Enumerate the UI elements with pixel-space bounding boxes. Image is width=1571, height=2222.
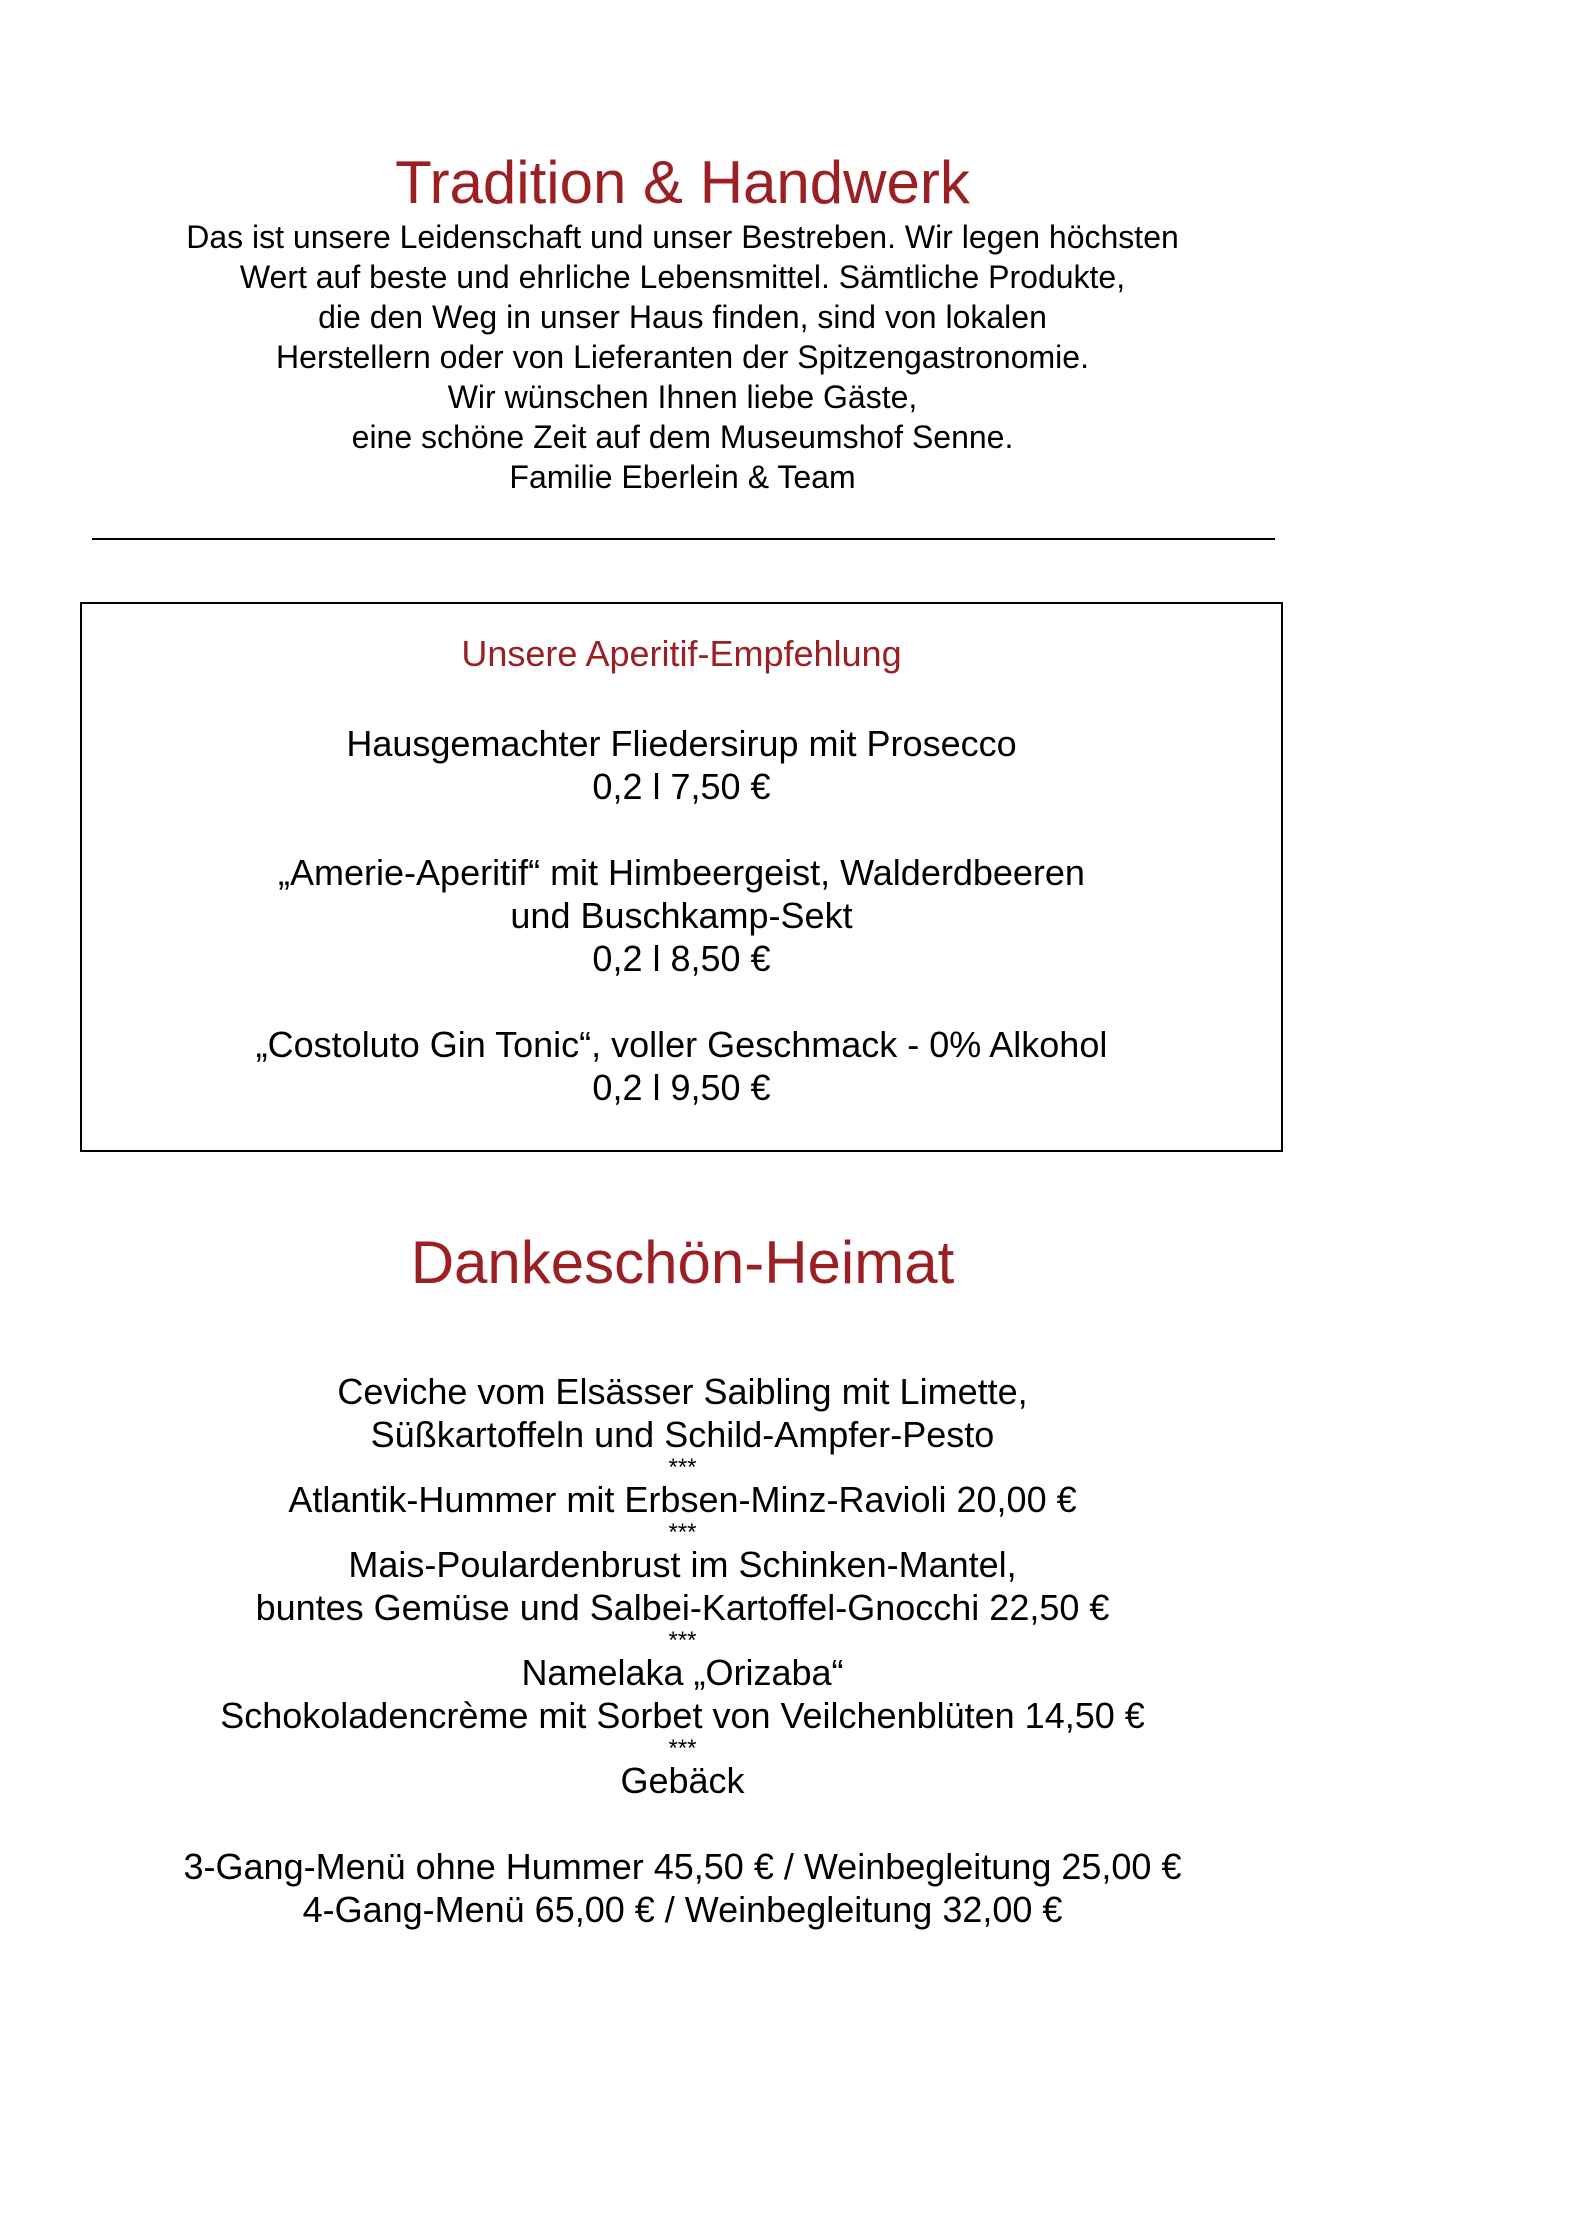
- course-line: Gebäck: [620, 1760, 745, 1801]
- menu-totals: [60, 1845, 1305, 1931]
- aperitif-item-name: „Costoluto Gin Tonic“, voller Geschmack - 0% Alkohol: [255, 1024, 1108, 1065]
- course: [60, 1543, 1305, 1629]
- intro-signature: Familie Eberlein & Team: [509, 459, 856, 495]
- course-separator: ***: [668, 1454, 697, 1481]
- aperitif-item-price: 0,2 l 9,50 €: [592, 1067, 771, 1108]
- aperitif-item-name: Hausgemachter Fliedersirup mit Prosecco: [346, 723, 1017, 764]
- intro-text: [60, 217, 1305, 497]
- course: [60, 1478, 1305, 1521]
- course-line: Schokoladencrème mit Sorbet von Veilchenblüten 14,50 €: [220, 1695, 1145, 1736]
- intro-line: Wir wünschen Ihnen liebe Gäste,: [447, 379, 918, 415]
- aperitif-item-name: und Buschkamp-Sekt: [510, 895, 853, 936]
- intro-line: Das ist unsere Leidenschaft und unser Bestreben. Wir legen höchsten: [186, 219, 1179, 255]
- course-line: Ceviche vom Elsässer Saibling mit Limette,: [337, 1371, 1028, 1412]
- course-line: Mais-Poulardenbrust im Schinken-Mantel,: [348, 1544, 1017, 1585]
- course: [60, 1370, 1305, 1456]
- intro-line: Wert auf beste und ehrliche Lebensmittel. Sämtliche Produkte,: [239, 259, 1126, 295]
- aperitif-item-name: „Amerie-Aperitif“ mit Himbeergeist, Walderdbeeren: [278, 852, 1085, 893]
- menu-price-line: 4-Gang-Menü 65,00 € / Weinbegleitung 32,00 €: [302, 1889, 1063, 1930]
- aperitif-heading: Unsere Aperitif-Empfehlung: [461, 633, 902, 674]
- intro-line: Herstellern oder von Lieferanten der Spitzengastronomie.: [276, 339, 1089, 375]
- course-line: Namelaka „Orizaba“: [521, 1652, 844, 1693]
- header-section: [60, 148, 1305, 218]
- course: [60, 1651, 1305, 1737]
- intro-line: eine schöne Zeit auf dem Museumshof Senne.: [351, 419, 1014, 455]
- menu-price-line: 3-Gang-Menü ohne Hummer 45,50 € / Weinbegleitung 25,00 €: [183, 1846, 1182, 1887]
- course-separator: ***: [668, 1735, 697, 1762]
- aperitif-list: [82, 722, 1281, 1152]
- intro-line: die den Weg in unser Haus finden, sind von lokalen: [318, 299, 1047, 335]
- aperitif-item: [82, 1023, 1281, 1109]
- course-line: Süßkartoffeln und Schild-Ampfer-Pesto: [370, 1414, 995, 1455]
- aperitif-item: [82, 722, 1281, 808]
- page-title: Tradition & Handwerk: [395, 149, 970, 216]
- menu-courses: [60, 1370, 1305, 1931]
- horizontal-divider: [92, 538, 1275, 540]
- aperitif-item-price: 0,2 l 8,50 €: [592, 938, 771, 979]
- aperitif-box: [80, 602, 1283, 1152]
- aperitif-item-price: 0,2 l 7,50 €: [592, 766, 771, 807]
- course: [60, 1759, 1305, 1802]
- course-line: buntes Gemüse und Salbei-Kartoffel-Gnocchi 22,50 €: [255, 1587, 1110, 1628]
- aperitif-item: [82, 851, 1281, 980]
- course-separator: ***: [668, 1519, 697, 1546]
- menu-header: [60, 1228, 1305, 1298]
- menu-title: Dankeschön-Heimat: [410, 1229, 955, 1296]
- course-line: Atlantik-Hummer mit Erbsen-Minz-Ravioli 20,00 €: [288, 1479, 1077, 1520]
- course-separator: ***: [668, 1627, 697, 1654]
